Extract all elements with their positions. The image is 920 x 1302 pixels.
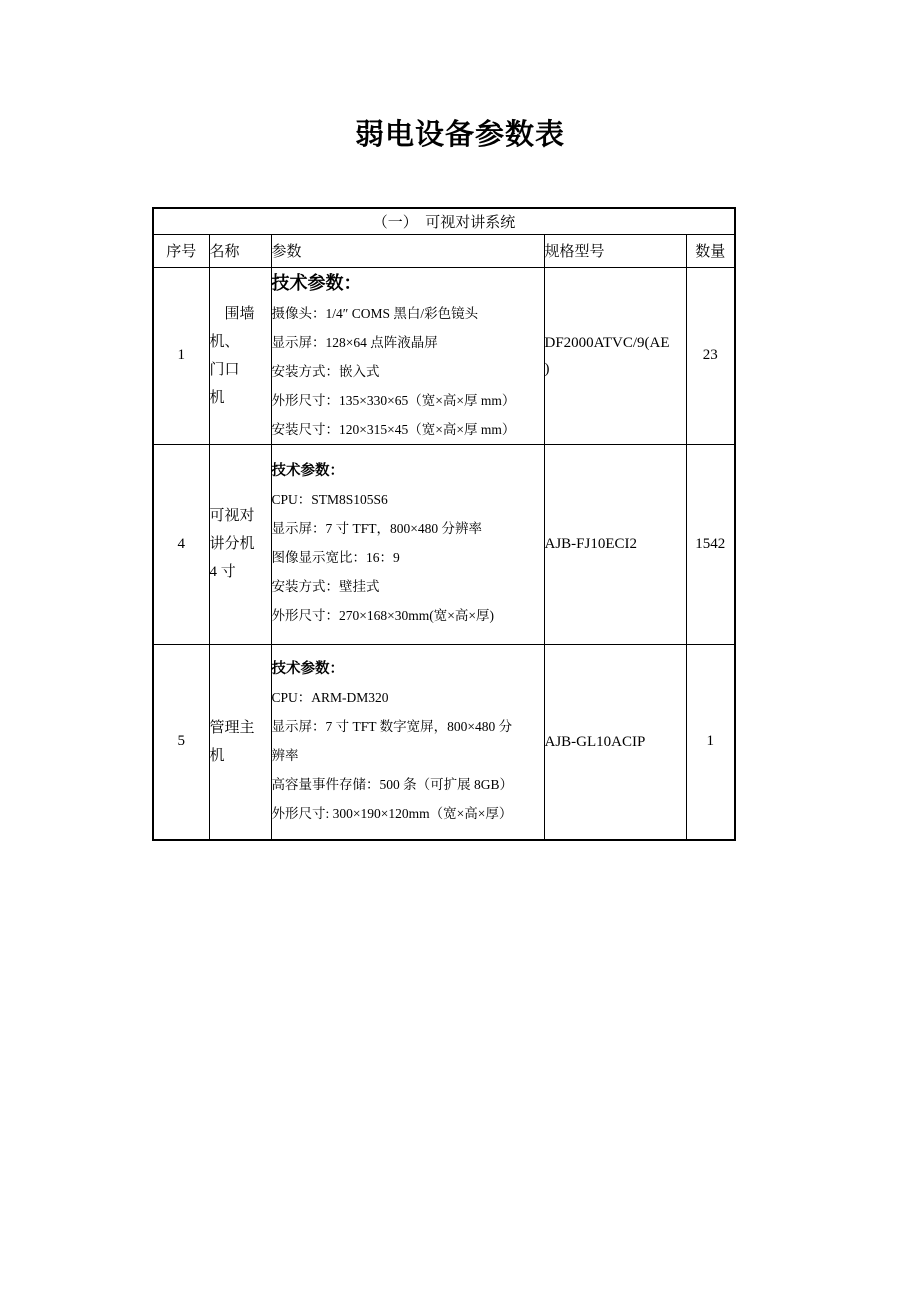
param-heading: 技术参数： bbox=[271, 660, 344, 677]
page-title: 弱电设备参数表 bbox=[354, 119, 565, 151]
param-line: 安装方式：壁挂式 bbox=[271, 579, 380, 594]
param-line: 外形尺寸: 300×190×120mm（宽×高×厚） bbox=[271, 805, 513, 821]
param-line: 高容量事件存储：500 条（可扩展 8GB） bbox=[271, 776, 514, 792]
device-name-line: 门口 bbox=[209, 361, 240, 378]
parameters-cell bbox=[271, 444, 544, 644]
param-heading: 技术参数： bbox=[271, 463, 344, 479]
model-line: AJB-GL10ACIP bbox=[544, 733, 646, 750]
param-line: CPU：STM8S105S6 bbox=[271, 492, 388, 507]
device-name-line: 4 寸 bbox=[209, 564, 236, 580]
device-name-line: 讲分机 bbox=[209, 536, 255, 552]
param-heading: 技术参数： bbox=[271, 272, 362, 293]
column-header-model: 规格型号 bbox=[544, 234, 686, 267]
model-cell bbox=[544, 444, 686, 644]
param-line: 安装方式：嵌入式 bbox=[271, 363, 380, 379]
row-number: 5 bbox=[153, 644, 209, 840]
param-line: 安装尺寸：120×315×45（宽×高×厚 mm） bbox=[271, 421, 516, 437]
param-line: 图像显示宽比：16：9 bbox=[271, 550, 400, 565]
parameters-cell bbox=[271, 267, 544, 444]
device-name-line: 机、 bbox=[209, 333, 240, 350]
device-name-cell bbox=[209, 267, 271, 444]
table-row bbox=[153, 444, 735, 644]
device-name-line: 机 bbox=[209, 747, 225, 764]
table-row bbox=[153, 267, 735, 444]
device-name-line: 围墙 bbox=[209, 305, 255, 322]
quantity-cell: 23 bbox=[686, 267, 735, 444]
column-header-qty: 数量 bbox=[686, 234, 735, 267]
section-title: （一） 可视对讲系统 bbox=[153, 208, 735, 234]
param-line: 外形尺寸：270×168×30mm(宽×高×厚) bbox=[271, 608, 494, 623]
model-cell bbox=[544, 267, 686, 444]
row-number: 4 bbox=[153, 444, 209, 644]
param-line: 辨率 bbox=[271, 747, 299, 763]
equipment-parameter-table bbox=[152, 207, 736, 841]
param-line: 外形尺寸：135×330×65（宽×高×厚 mm） bbox=[271, 392, 516, 408]
model-cell bbox=[544, 644, 686, 840]
param-line: CPU：ARM-DM320 bbox=[271, 689, 389, 705]
parameters-cell bbox=[271, 644, 544, 840]
param-line: 显示屏：7 寸 TFT 数字宽屏，800×480 分 bbox=[271, 718, 513, 734]
section-title-row bbox=[153, 208, 735, 234]
device-name-cell bbox=[209, 444, 271, 644]
param-line: 显示屏：128×64 点阵液晶屏 bbox=[271, 334, 438, 350]
param-line: 摄像头：1/4″ COMS 黑白/彩色镜头 bbox=[271, 305, 479, 321]
model-line: ) bbox=[544, 360, 550, 377]
device-name-cell bbox=[209, 644, 271, 840]
quantity-cell: 1542 bbox=[686, 444, 735, 644]
column-header-params: 参数 bbox=[271, 234, 544, 267]
model-line: AJB-FJ10ECI2 bbox=[544, 536, 638, 552]
column-header-row bbox=[153, 234, 735, 267]
quantity-cell: 1 bbox=[686, 644, 735, 840]
device-name-line: 机 bbox=[209, 389, 225, 406]
device-name-line: 管理主 bbox=[209, 719, 255, 736]
row-number: 1 bbox=[153, 267, 209, 444]
column-header-name: 名称 bbox=[209, 234, 271, 267]
table-row bbox=[153, 644, 735, 840]
device-name-line: 可视对 bbox=[209, 508, 255, 524]
param-line: 显示屏：7 寸 TFT，800×480 分辨率 bbox=[271, 521, 482, 536]
column-header-no: 序号 bbox=[153, 234, 209, 267]
model-line: DF2000ATVC/9(AE bbox=[544, 334, 670, 351]
